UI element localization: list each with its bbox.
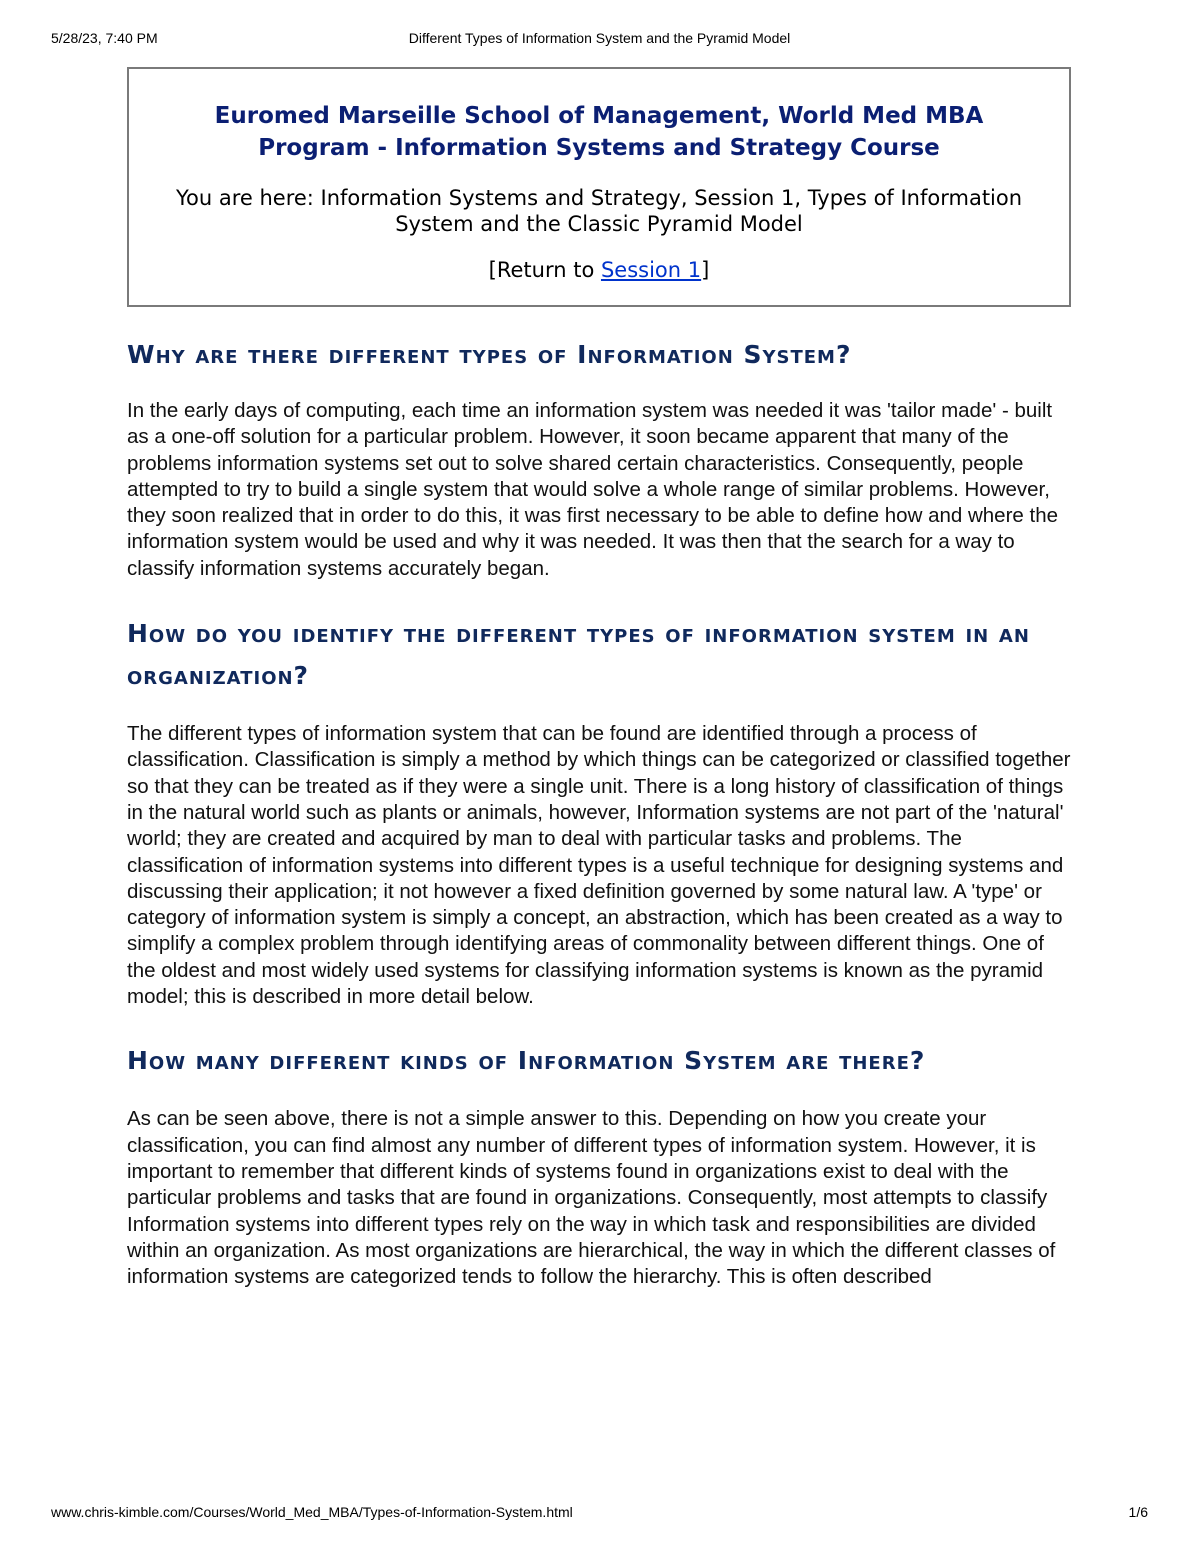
page-number: 1/6 (1128, 1504, 1148, 1520)
print-datetime: 5/28/23, 7:40 PM (51, 30, 158, 46)
return-prefix: [Return to (488, 258, 601, 282)
section-heading: How do you identify the different types of information system in an organization? (127, 619, 1030, 691)
session-1-link[interactable]: Session 1 (600, 258, 702, 282)
course-banner (127, 67, 1071, 307)
print-footer (51, 1504, 1148, 1524)
article-content (127, 334, 1073, 1290)
print-header (51, 30, 1148, 50)
school-title: Euromed Marseille School of Management, World Med MBA Program - Information Systems and Strategy Course (214, 103, 984, 161)
section-paragraph: In the early days of computing, each time an information system was needed it was 'tailor made' - built as a one-off solution for a particular problem. However, it soon became apparent that many of the problems information systems set out to solve shared certain characteristics. Consequently, people attempted to try to build a single system that would solve a whole range of similar problems. However, they soon realized that in order to do this, it was first necessary to be able to define how and where the information system would be used and why it was needed. It was then that the search for a way to classify information systems accurately began. (127, 399, 1059, 580)
print-page-title: Different Types of Information System and the Pyramid Model (408, 30, 791, 46)
section-heading: Why are there different types of Information System? (127, 340, 852, 369)
return-line (129, 257, 1069, 283)
return-suffix: ] (701, 258, 710, 282)
breadcrumb: You are here: Information Systems and Strategy, Session 1, Types of Information System and the Classic Pyramid Model (175, 186, 1023, 236)
section-heading: How many different kinds of Information System are there? (127, 1046, 926, 1076)
section-paragraph: The different types of information system that can be found are identified through a process of classification. Classification is simply a method by which things can be categorized or classified together so that they can be treated as if they were a single unit. There is a long history of classification of things in the natural world such as plants or animals, however, Information systems are not part of the 'natural' world; they are created and acquired by man to deal with particular tasks and problems. The classification of information systems into different types is a useful technique for designing systems and discussing their application; it not however a fixed definition governed by some natural law. A 'type' or category of information system is simply a concept, an abstraction, which has been created as a way to simplify a complex problem through identifying areas of commonality between different things. One of the oldest and most widely used systems for classifying information systems is known as the pyramid model; this is described in more detail below. (127, 722, 1071, 1009)
section-paragraph: As can be seen above, there is not a simple answer to this. Depending on how you create your classification, you can find almost any number of different types of information system. However, it is important to remember that different kinds of systems found in organizations exist to deal with the particular problems and tasks that are found in organizations. Consequently, most attempts to classify Information systems into different types rely on the way in which task and responsibilities are divided within an organization. As most organizations are hierarchical, the way in which the different classes of information systems are categorized tends to follow the hierarchy. This is often described (127, 1107, 1056, 1289)
print-url: www.chris-kimble.com/Courses/World_Med_MBA/Types-of-Information-System.html (51, 1504, 573, 1520)
